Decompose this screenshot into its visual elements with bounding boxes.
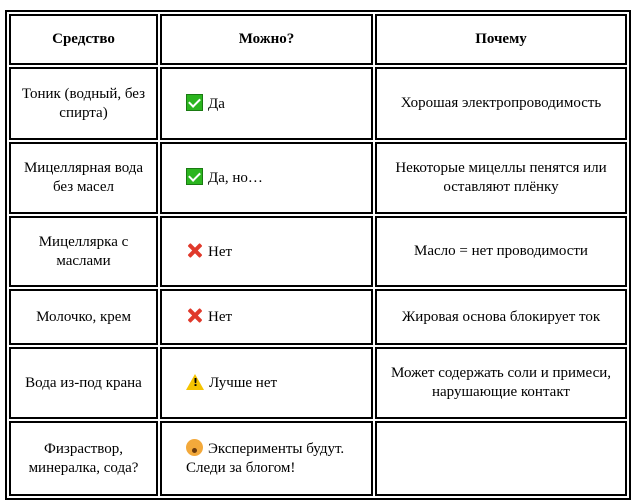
cell-reason: Хорошая электропроводимость bbox=[375, 67, 627, 140]
verdict-text: Нет bbox=[208, 309, 233, 325]
verdict-text: Эксперименты будут. Следи за блогом! bbox=[186, 441, 345, 476]
table-row bbox=[9, 142, 627, 214]
cell-product: Мицеллярка с маслами bbox=[9, 216, 158, 287]
table-row bbox=[9, 289, 627, 345]
table-row bbox=[9, 421, 627, 496]
cell-verdict bbox=[160, 216, 373, 287]
check-icon bbox=[186, 94, 203, 111]
cell-verdict bbox=[160, 289, 373, 345]
cell-verdict bbox=[160, 142, 373, 214]
cell-product: Молочко, крем bbox=[9, 289, 158, 345]
cross-icon bbox=[186, 307, 203, 324]
header-product: Средство bbox=[9, 14, 158, 65]
cell-verdict bbox=[160, 421, 373, 496]
cell-product: Тоник (водный, без спирта) bbox=[9, 67, 158, 140]
header-allowed: Можно? bbox=[160, 14, 373, 65]
cell-verdict bbox=[160, 347, 373, 419]
cell-verdict bbox=[160, 67, 373, 140]
table-row bbox=[9, 347, 627, 419]
shushing-face-icon bbox=[186, 439, 203, 456]
cell-product: Вода из-под крана bbox=[9, 347, 158, 419]
cell-product: Физраствор, минералка, сода? bbox=[9, 421, 158, 496]
cell-reason: Масло = нет проводимости bbox=[375, 216, 627, 287]
verdict-text: Нет bbox=[208, 243, 233, 260]
table-row bbox=[9, 216, 627, 287]
header-row bbox=[9, 14, 627, 65]
table-row bbox=[9, 67, 627, 140]
cell-product: Мицеллярная вода без масел bbox=[9, 142, 158, 214]
cross-icon bbox=[186, 242, 203, 259]
cell-reason: Может содержать соли и примеси, нарушающие контакт bbox=[375, 347, 627, 419]
cell-reason: Жировая основа блокирует ток bbox=[375, 289, 627, 345]
check-icon bbox=[186, 168, 203, 185]
comparison-table bbox=[5, 10, 631, 500]
cell-reason bbox=[375, 421, 627, 496]
verdict-text: Лучше нет bbox=[209, 374, 278, 391]
header-reason: Почему bbox=[375, 14, 627, 65]
cell-reason: Некоторые мицеллы пенятся или оставляют плёнку bbox=[375, 142, 627, 214]
warning-icon: ! bbox=[186, 374, 204, 390]
verdict-text: Да, но… bbox=[208, 170, 263, 186]
verdict-text: Да bbox=[208, 95, 225, 112]
